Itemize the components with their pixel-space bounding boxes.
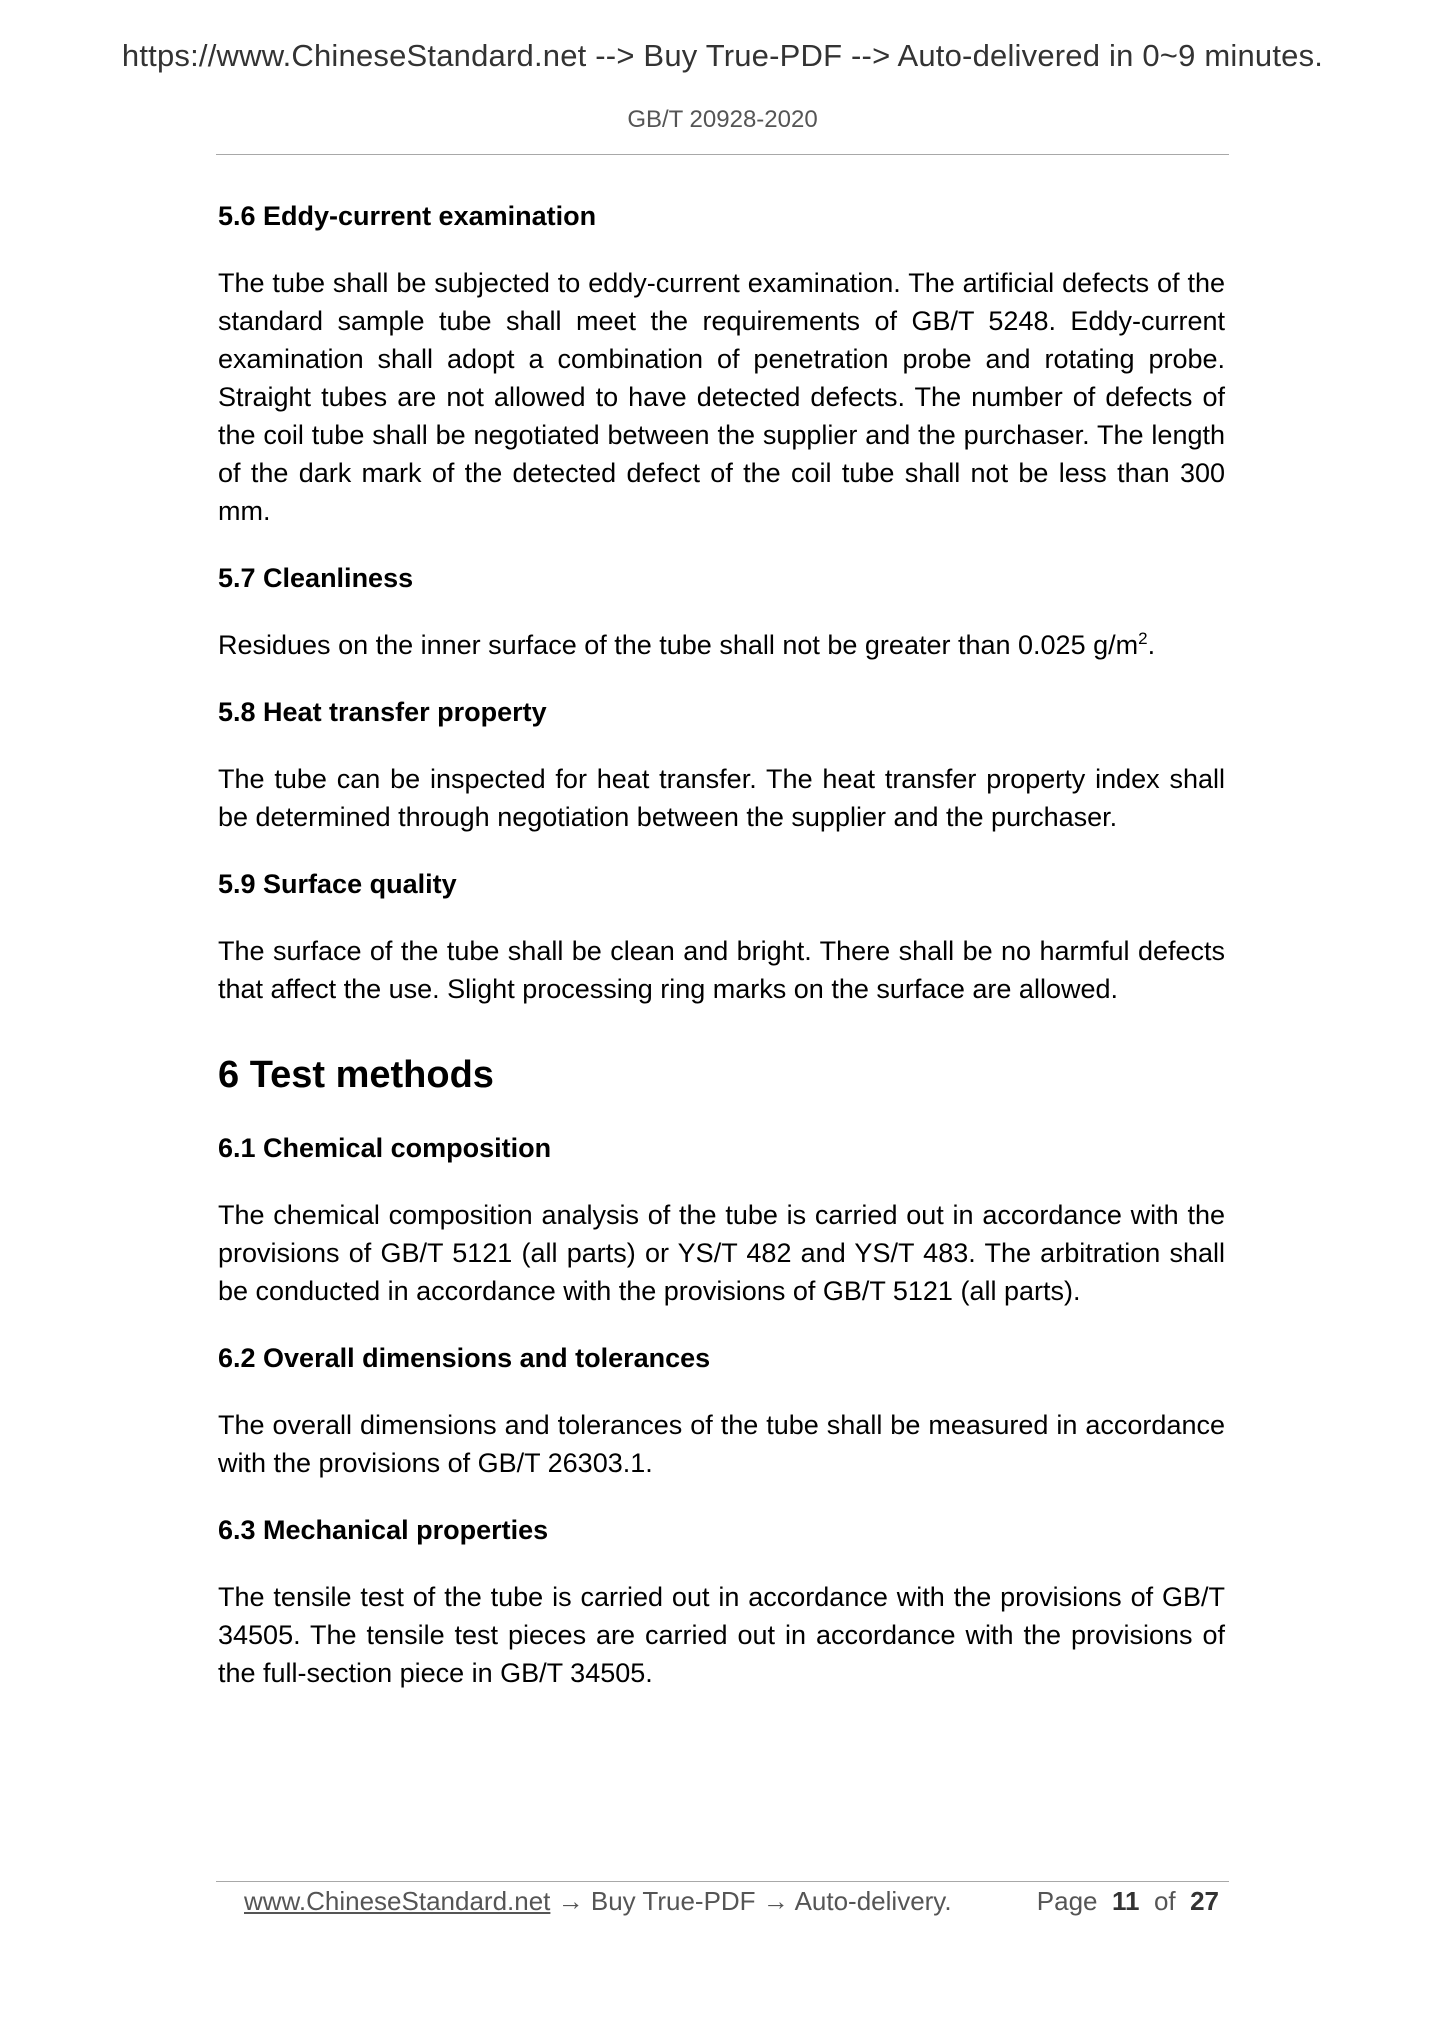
section-6-3-title: 6.3 Mechanical properties [218,1515,549,1545]
footer-promo-text: → Buy True-PDF → Auto-delivery. [550,1886,952,1916]
top-banner: https://www.ChineseStandard.net --> Buy True-PDF --> Auto-delivered in 0~9 minutes. [121,38,1324,73]
header-divider [216,154,1229,155]
of-label: of [1153,1886,1176,1916]
section-6-2-title: 6.2 Overall dimensions and tolerances [218,1343,711,1373]
page-content [218,196,1225,1720]
section-5-9-text: The surface of the tube shall be clean and bright. There shall be no harmful defects that affect the use. Slight processing ring marks on the surface are allowed. [218,936,1225,1004]
document-code: GB/T 20928-2020 [627,106,818,133]
footer-divider [216,1881,1229,1882]
chapter-6-title: 6 Test methods [218,1054,494,1096]
section-6-3-text: The tensile test of the tube is carried out in accordance with the provisions of GB/T 34505. The tensile test pieces are carried out in accordance with the provisions of the full-section piece in GB/T 34505. [218,1582,1225,1688]
total-pages: 27 [1190,1886,1219,1916]
section-5-7-end: . [1147,630,1156,660]
current-page: 11 [1111,1886,1140,1916]
section-5-7-exponent: 2 [1138,629,1148,648]
section-6-1-title: 6.1 Chemical composition [218,1133,552,1163]
section-6-2-text: The overall dimensions and tolerances of the tube shall be measured in accordance with the provisions of GB/T 26303.1. [218,1410,1225,1478]
section-5-6-title: 5.6 Eddy-current examination [218,201,597,231]
section-6-1-text: The chemical composition analysis of the tube is carried out in accordance with the provisions of GB/T 5121 (all parts) or YS/T 482 and YS/T 483. The arbitration shall be conducted in accordance with the provisions of GB/T 5121 (all parts). [218,1200,1225,1306]
footer-site-link[interactable]: www.ChineseStandard.net [244,1886,551,1916]
section-5-7-title: 5.7 Cleanliness [218,563,414,593]
section-5-8-text: The tube can be inspected for heat transfer. The heat transfer property index shall be determined through negotiation between the supplier and the purchaser. [218,764,1225,832]
section-5-7-text [218,626,1225,664]
section-5-9-title: 5.9 Surface quality [218,869,457,899]
section-5-7-main: Residues on the inner surface of the tube shall not be greater than 0.025 g/m [218,630,1139,660]
section-5-8-title: 5.8 Heat transfer property [218,697,547,727]
page-number [1037,1886,1219,1917]
section-5-6-text: The tube shall be subjected to eddy-current examination. The artificial defects of the standard sample tube shall meet the requirements of GB/T 5248. Eddy-current examination shall adopt a combination of penetration probe and rotating probe. Straight tubes are not allowed to have detected defects. The number of defects of the coil tube shall be negotiated between the supplier and the purchaser. The length of the dark mark of the detected defect of the coil tube shall not be less than 300 mm. [218,268,1225,526]
footer-promo [244,1886,952,1917]
page-label: Page [1036,1886,1098,1916]
